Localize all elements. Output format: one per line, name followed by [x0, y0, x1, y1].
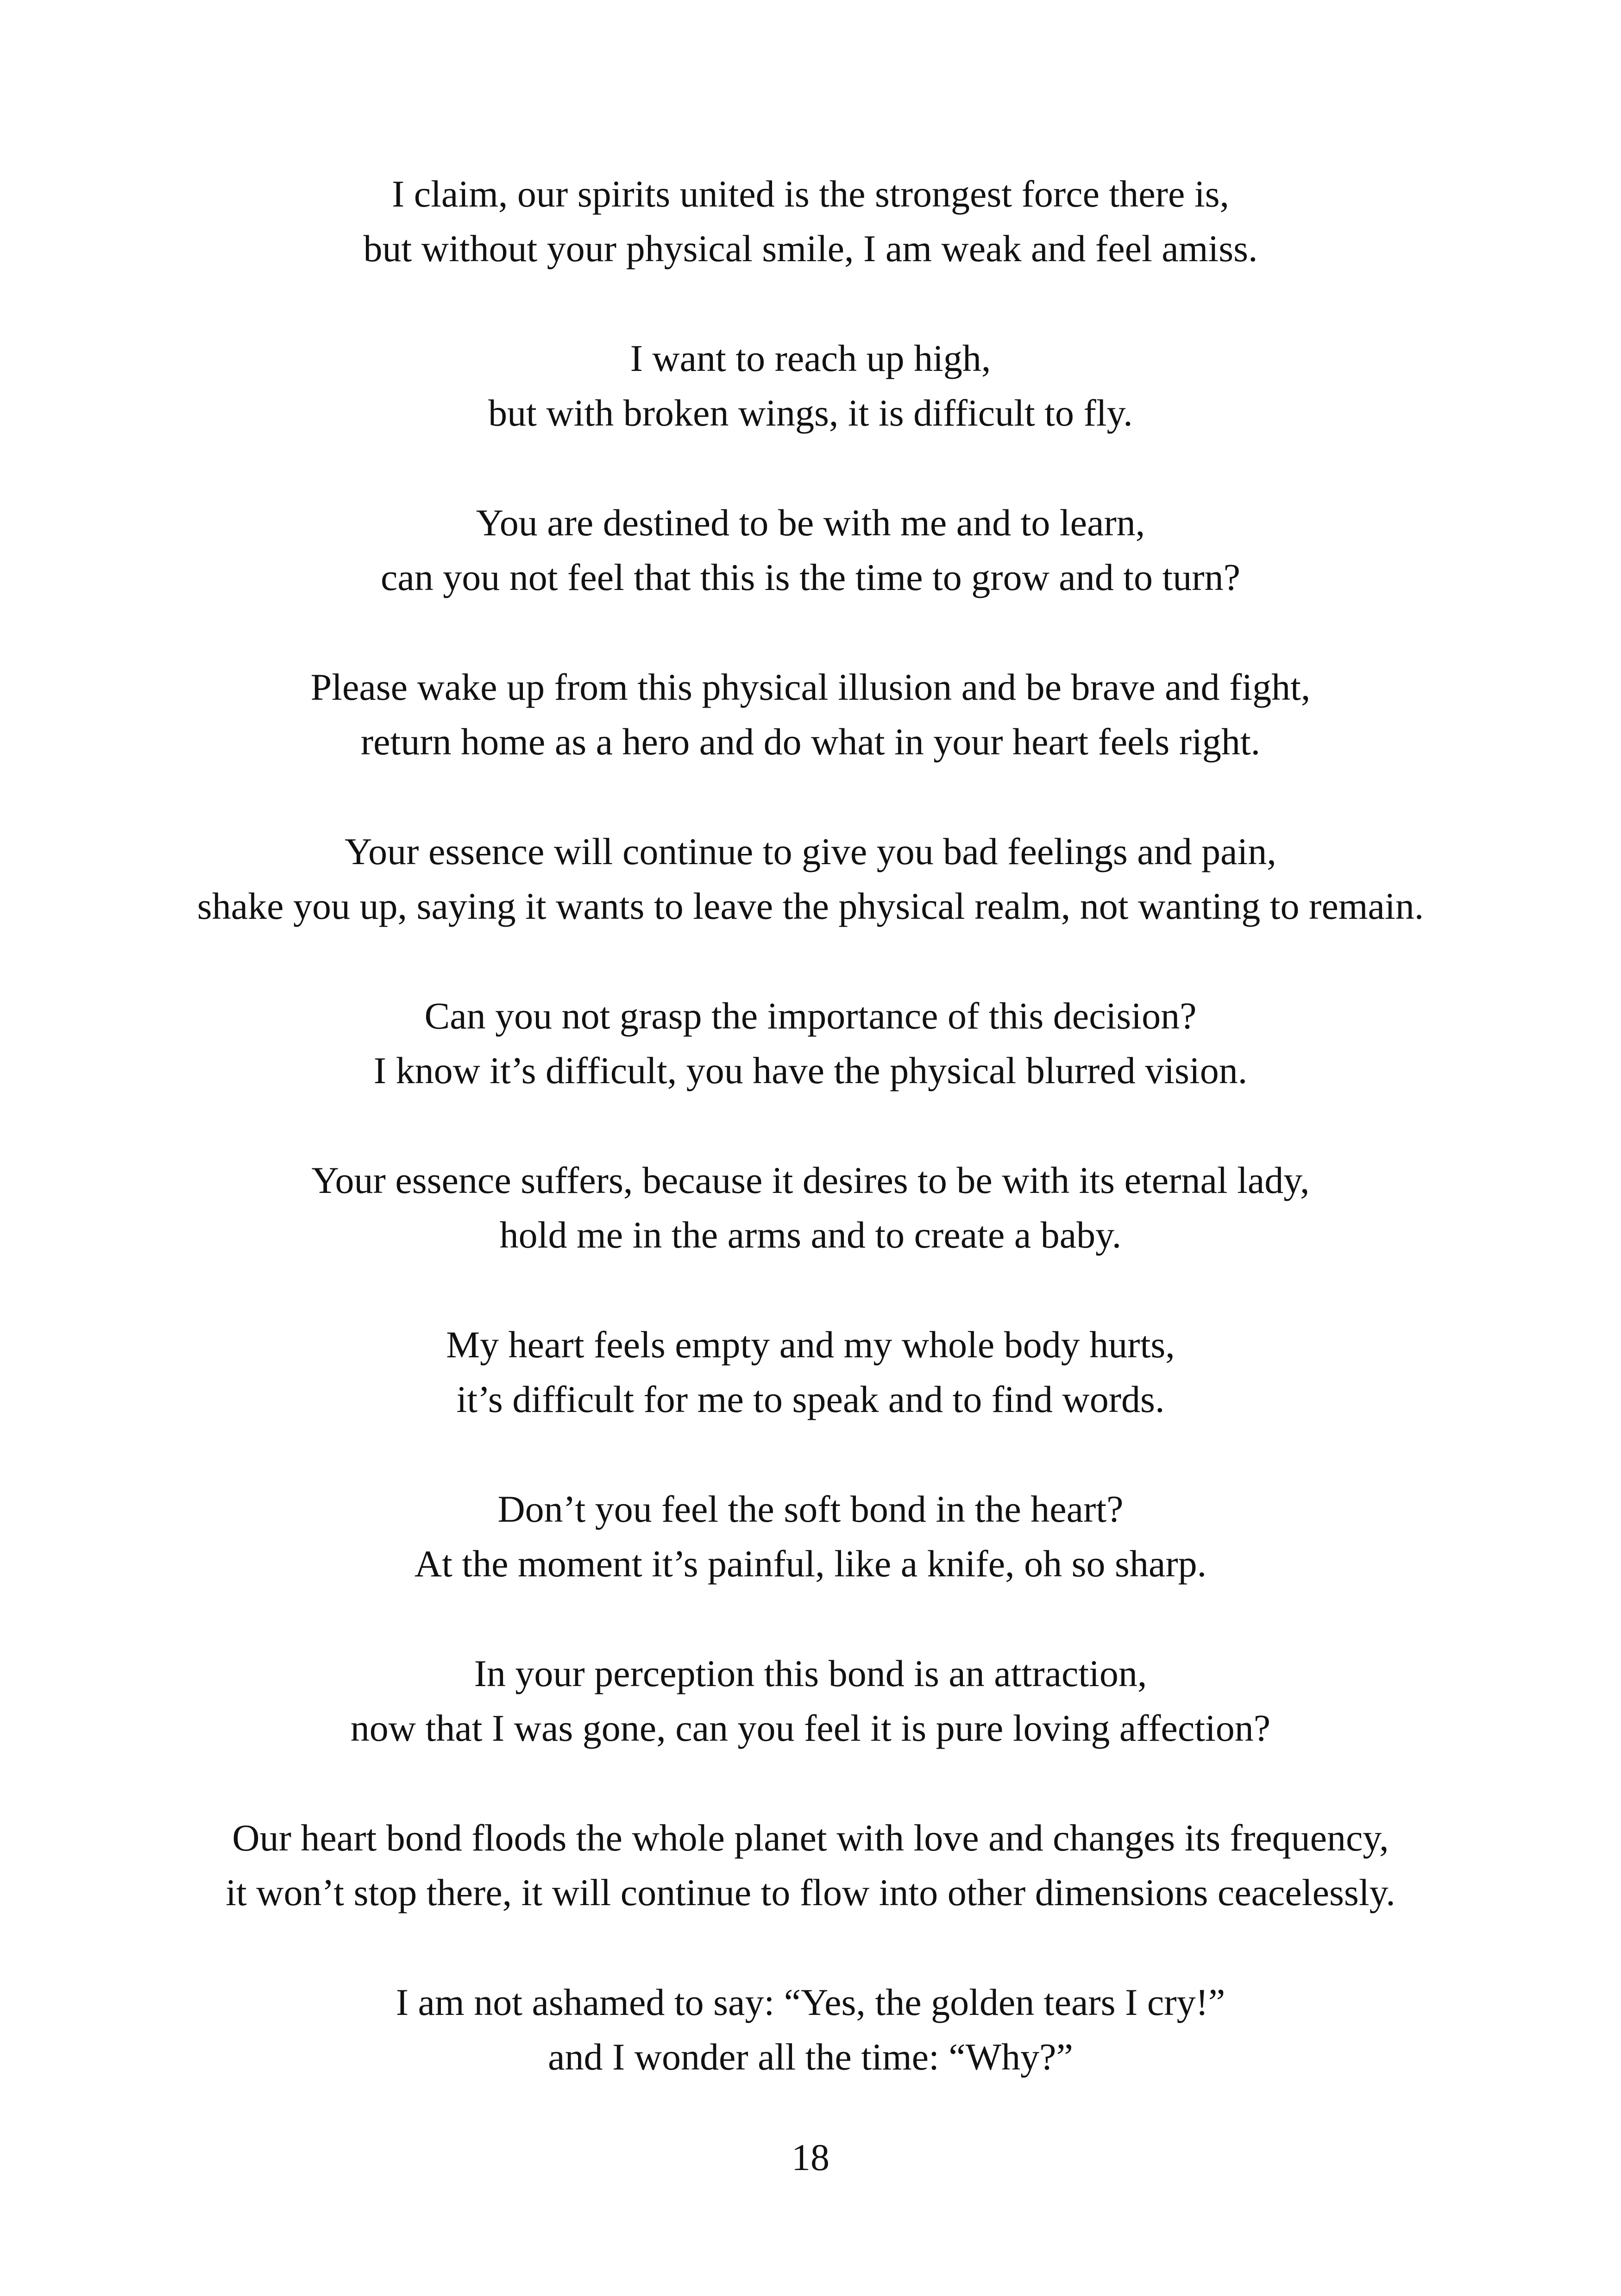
- poem-line: Please wake up from this physical illusion and be brave and fight,: [310, 666, 1311, 708]
- poem-line: return home as a hero and do what in your heart feels right.: [360, 721, 1261, 763]
- stanza-4: [0, 660, 1621, 769]
- poem-line: I claim, our spirits united is the strongest force there is,: [391, 173, 1230, 215]
- page-number: 18: [792, 2136, 829, 2178]
- stanza-7: [0, 1153, 1621, 1262]
- stanza-2: [0, 331, 1621, 440]
- poem-line: At the moment it’s painful, like a knife, oh so sharp.: [414, 1543, 1207, 1585]
- poem-line: I want to reach up high,: [630, 337, 991, 379]
- stanza-1: [0, 167, 1621, 276]
- poem-line: but without your physical smile, I am weak and feel amiss.: [363, 227, 1258, 270]
- poem-line: Your essence will continue to give you bad feelings and pain,: [345, 830, 1276, 872]
- stanza-8: [0, 1317, 1621, 1427]
- stanza-12: [0, 1975, 1621, 2084]
- poem-line: it’s difficult for me to speak and to find words.: [456, 1378, 1165, 1420]
- poem-line: can you not feel that this is the time to grow and to turn?: [381, 556, 1240, 598]
- poem-body: [0, 167, 1621, 2139]
- poem-line: My heart feels empty and my whole body hurts,: [446, 1324, 1175, 1366]
- poem-line: now that I was gone, can you feel it is pure loving affection?: [350, 1707, 1271, 1749]
- poem-line: Our heart bond floods the whole planet with love and changes its frequency,: [232, 1817, 1389, 1859]
- stanza-5: [0, 824, 1621, 934]
- poem-line: In your perception this bond is an attraction,: [474, 1652, 1147, 1694]
- poem-line: Don’t you feel the soft bond in the heart?: [497, 1488, 1124, 1530]
- poem-line: shake you up, saying it wants to leave the physical realm, not wanting to remain.: [197, 885, 1424, 927]
- stanza-3: [0, 496, 1621, 605]
- poem-line: Can you not grasp the importance of this decision?: [424, 995, 1197, 1037]
- poem-line: You are destined to be with me and to learn,: [476, 502, 1145, 544]
- poem-line: Your essence suffers, because it desires to be with its eternal lady,: [311, 1159, 1310, 1201]
- stanza-10: [0, 1646, 1621, 1756]
- stanza-6: [0, 989, 1621, 1098]
- poem-line: and I wonder all the time: “Why?”: [548, 2036, 1073, 2078]
- poem-line: hold me in the arms and to create a baby.: [499, 1214, 1122, 1256]
- poem-line: it won’t stop there, it will continue to flow into other dimensions ceacelessly.: [226, 1871, 1395, 1913]
- poem-line: but with broken wings, it is difficult to fly.: [488, 392, 1133, 434]
- stanza-11: [0, 1811, 1621, 1920]
- poem-line: I am not ashamed to say: “Yes, the golden tears I cry!”: [396, 1981, 1225, 2023]
- stanza-9: [0, 1482, 1621, 1591]
- poem-line: I know it’s difficult, you have the physical blurred vision.: [373, 1049, 1248, 1092]
